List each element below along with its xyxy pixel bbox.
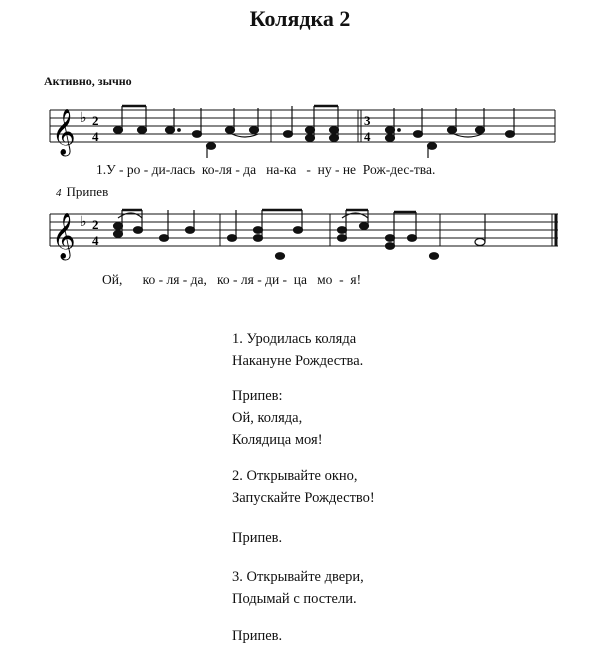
verse-line: 2. Открывайте окно, xyxy=(232,468,358,484)
notes-measure-4 xyxy=(386,108,515,158)
flat-icon-2: ♭ xyxy=(80,214,87,230)
verse-line: 1. Уродилась коляда xyxy=(232,331,357,347)
verse-line: Запускайте Рождество! xyxy=(232,490,375,506)
tempo-marking: Активно, зычно xyxy=(44,74,132,88)
staff-line-1 xyxy=(40,100,565,160)
verse-3 xyxy=(232,566,364,610)
verse-line: Припев. xyxy=(232,530,283,546)
staff-line-2 xyxy=(40,200,565,266)
verse-line: Накануне Рождества. xyxy=(232,353,364,369)
verse-line: 3. Открывайте двери, xyxy=(232,569,364,585)
refrain-notes xyxy=(114,210,486,259)
verse-line: Припев. xyxy=(232,628,283,644)
time-signature-top: 2 xyxy=(92,113,99,128)
time-signature-bottom-3: 4 xyxy=(92,233,99,248)
refrain-ref-1 xyxy=(232,527,282,549)
notes-measure-3 xyxy=(284,106,339,141)
verse-line: Припев: xyxy=(232,388,283,404)
song-title: Колядка 2 xyxy=(249,6,351,31)
time-signature-bottom: 4 xyxy=(92,129,99,144)
flat-icon: ♭ xyxy=(80,110,87,126)
verse-1 xyxy=(232,328,363,372)
refrain-ref-2 xyxy=(232,625,282,647)
lyrics-line-1: 1.У - ро - ди-лась ко-ля - да на-ка - ну - не Рож-дес-тва. xyxy=(96,162,436,177)
notes-measure-2 xyxy=(166,108,259,158)
refrain-text xyxy=(232,385,323,451)
time-signature-top-2: 3 xyxy=(364,113,371,128)
verse-line: Подымай с постели. xyxy=(232,591,357,607)
treble-clef-icon-2: 𝄞 xyxy=(52,213,76,259)
measure-number: 4 xyxy=(56,187,62,199)
time-signature-bottom-2: 4 xyxy=(364,129,371,144)
time-signature-top-3: 2 xyxy=(92,217,99,232)
refrain-label: Припев xyxy=(66,184,109,199)
verse-line: Ой, коляда, xyxy=(232,410,303,426)
verse-line: Колядица моя! xyxy=(232,432,323,448)
treble-clef-icon: 𝄞 xyxy=(52,109,76,155)
lyrics-line-2: Ой, ко - ля - да, ко - ля - ди - ца мо - я! xyxy=(102,272,362,287)
verse-2 xyxy=(232,465,375,509)
